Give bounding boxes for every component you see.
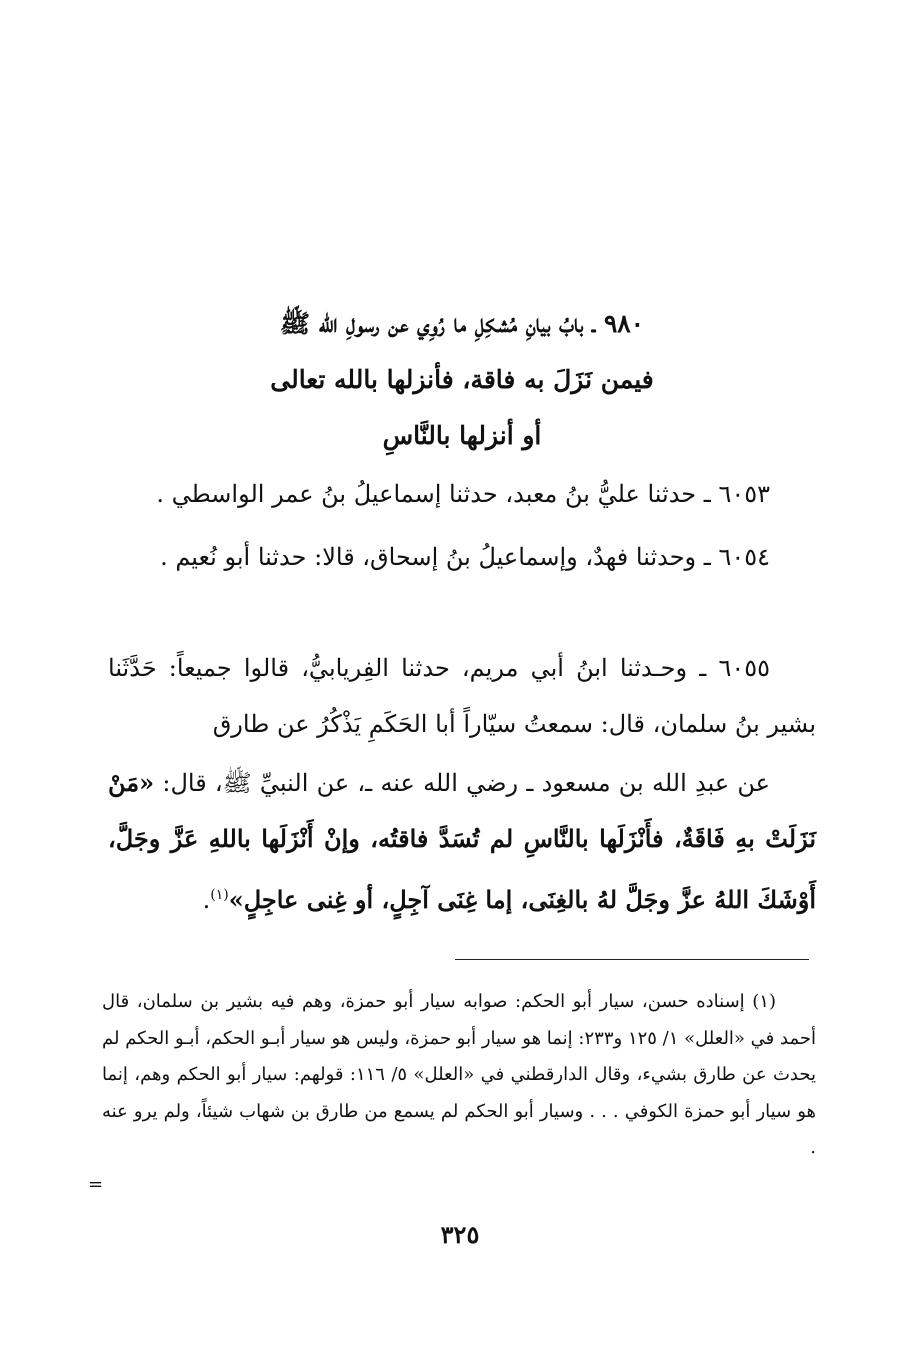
hadith-6054 bbox=[108, 529, 816, 585]
matn-intro: عن عبدِ الله بن مسعود ـ رضي الله عنه ـ، عن النبيِّ ﷺ، قال: bbox=[162, 769, 770, 797]
hadith-6053 bbox=[108, 466, 816, 522]
matn-end: . bbox=[202, 886, 211, 914]
hadith-6055-text: ٦٠٥٥ ـ وحـدثنا ابنُ أبي مريم، حدثنا الفِريابيُّ، قالوا جميعاً: حَدَّثَنا بشير بنُ سلمان، قال: سمعتُ سيّاراً أبا الحَكَمِ يَذْكُرُ عن طارق bbox=[108, 654, 816, 738]
hadith-6054-text: ٦٠٥٤ ـ وحدثنا فهدٌ، وإسماعيلُ بنُ إسحاق، قالا: حدثنا أبو نُعيم . bbox=[160, 543, 770, 571]
footnote-text: (١) إسناده حسن، سيار أبو الحكم: صوابه سيار أبو حمزة، وهم فيه بشير بن سلمان، قال أحمد في «العلل» ١/ ١٢٥ و٢٣٣: إنما هو سيار أبو حمزة، وليس هو سيار أبـو الحكم، أبـو الحكم لم يحدث عن طارق بشيء، وقال الدارقطني في «العلل» ٥/ ١١٦: قولهم: سيار أبو الحكم وهم، إنما هو سيار أبو حمزة الكوفي . . . وسيار أبو الحكم لم يسمع من طارق بن شهاب شيئاً، ولم يرو عنه . bbox=[102, 991, 816, 1158]
continuation-mark: = bbox=[88, 1174, 104, 1195]
chapter-heading-line-3: أو أنزلها بالنَّاسِ bbox=[382, 421, 542, 450]
hadith-6053-text: ٦٠٥٣ ـ حدثنا عليُّ بنُ معبد، حدثنا إسماعيلُ بنُ عمر الواسطي . bbox=[156, 480, 770, 508]
hadith-6055 bbox=[108, 640, 816, 752]
footnote bbox=[102, 984, 816, 1167]
page-number: ٣٢٥ bbox=[440, 1220, 480, 1249]
footnote-divider bbox=[455, 959, 809, 960]
footnote-reference: (١) bbox=[210, 887, 229, 903]
chapter-heading-line-2: فيمن نَزَلَ به فاقة، فأنزلها بالله تعالى bbox=[270, 365, 654, 394]
matn-text: «مَنْ نَزَلَتْ بهِ فَاقَةٌ، فأَنْزَلَها بالنَّاسِ لم تُسَدَّ فاقتُه، وإنْ أَنْزَلَها باللهِ عَزَّ وجَلَّ، أَوْشَكَ اللهُ عزَّ وجَلَّ لهُ بالغِنَى، إما غِنَى آجِلٍ، أو غِنى عاجِلٍ» bbox=[108, 768, 816, 914]
matn-paragraph bbox=[108, 755, 816, 928]
hadith-matn bbox=[108, 755, 816, 928]
chapter-heading bbox=[110, 296, 814, 464]
chapter-heading-line-1: ٩٨٠ ـ بابُ بيانِ مُشكِلِ ما رُوِي عن رسولِ الله ﷺ bbox=[279, 309, 645, 338]
